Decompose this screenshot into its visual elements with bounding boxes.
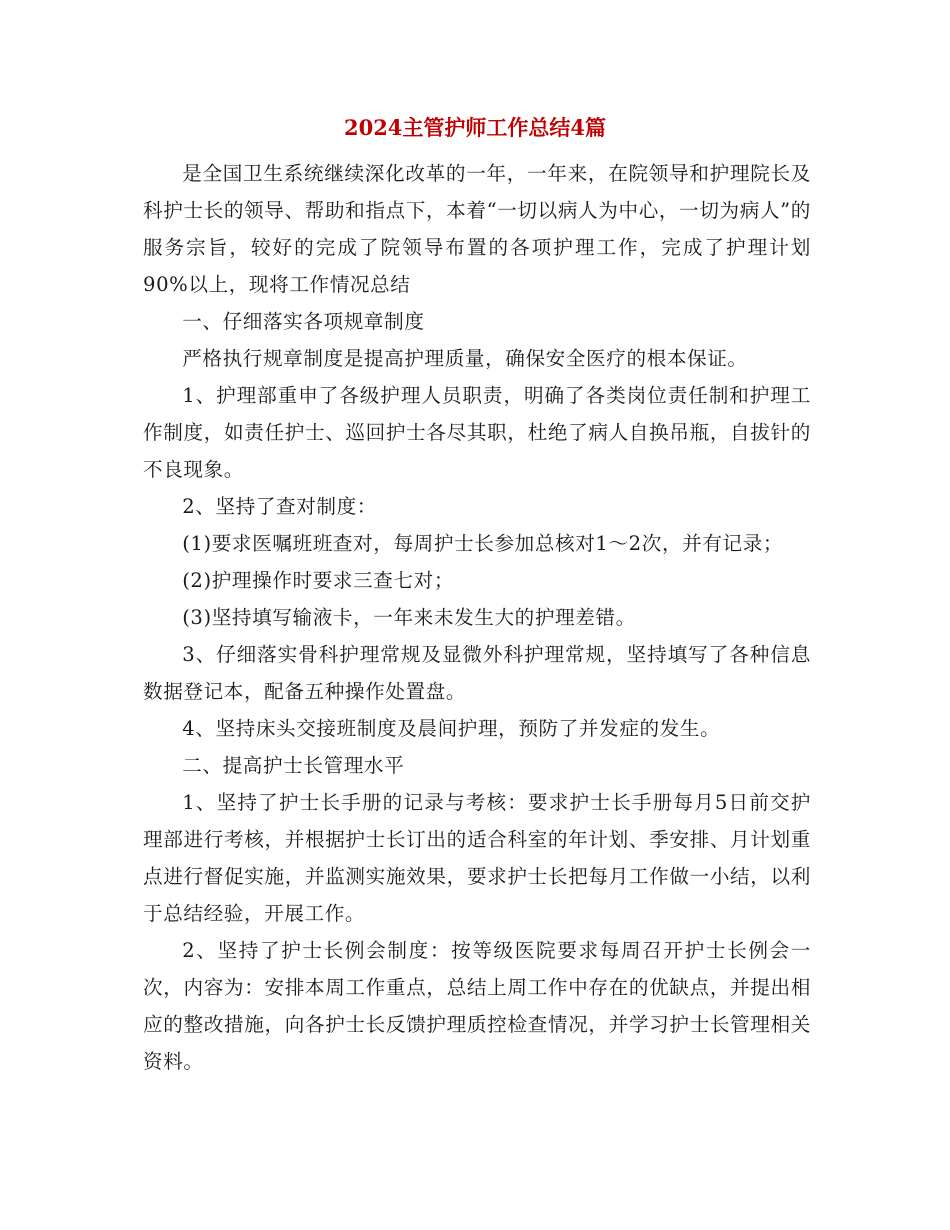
paragraph: 4、坚持床头交接班制度及晨间护理，预防了并发症的发生。 xyxy=(182,717,721,740)
list-item: (1)要求医嘱班班查对，每周护士长参加总核对1～2次，并有记录； xyxy=(182,532,784,555)
paragraph: 3、仔细落实骨科护理常规及显微外科护理常规，坚持填写了各种信息数据登记本，配备五种操作处置盘。 xyxy=(143,643,811,703)
paragraph: 1、护理部重申了各级护理人员职责，明确了各类岗位责任制和护理工作制度，如责任护士、巡回护士各尽其职，杜绝了病人自换吊瓶，自拔针的不良现象。 xyxy=(143,384,811,481)
document-body xyxy=(143,155,811,1080)
paragraph: 是全国卫生系统继续深化改革的一年，一年来，在院领导和护理院长及科护士长的领导、帮助和指点下，本着“一切以病人为中心，一切为病人”的服务宗旨，较好的完成了院领导布置的各项护理工作，完成了护理计划90%以上，现将工作情况总结 xyxy=(143,162,811,296)
section-heading: 一、仔细落实各项规章制度 xyxy=(182,310,425,333)
paragraph: 严格执行规章制度是提高护理质量，确保安全医疗的根本保证。 xyxy=(182,347,748,370)
list-item: (2)护理操作时要求三查七对； xyxy=(182,569,455,592)
paragraph: 1、坚持了护士长手册的记录与考核：要求护士长手册每月5日前交护理部进行考核，并根据护士长订出的适合科室的年计划、季安排、月计划重点进行督促实施，并监测实施效果，要求护士长把每月工作做一小结，以利于总结经验，开展工作。 xyxy=(143,791,811,925)
paragraph: 2、坚持了护士长例会制度：按等级医院要求每周召开护士长例会一次，内容为：安排本周工作重点，总结上周工作中存在的优缺点，并提出相应的整改措施，向各护士长反馈护理质控检查情况，并学习护士长管理相关资料。 xyxy=(143,939,811,1073)
list-item: (3)坚持填写输液卡，一年来未发生大的护理差错。 xyxy=(182,606,636,629)
section-heading: 二、提高护士长管理水平 xyxy=(182,754,405,777)
document-title: 2024主管护师工作总结4篇 xyxy=(343,115,607,140)
paragraph: 2、坚持了查对制度： xyxy=(182,495,377,518)
